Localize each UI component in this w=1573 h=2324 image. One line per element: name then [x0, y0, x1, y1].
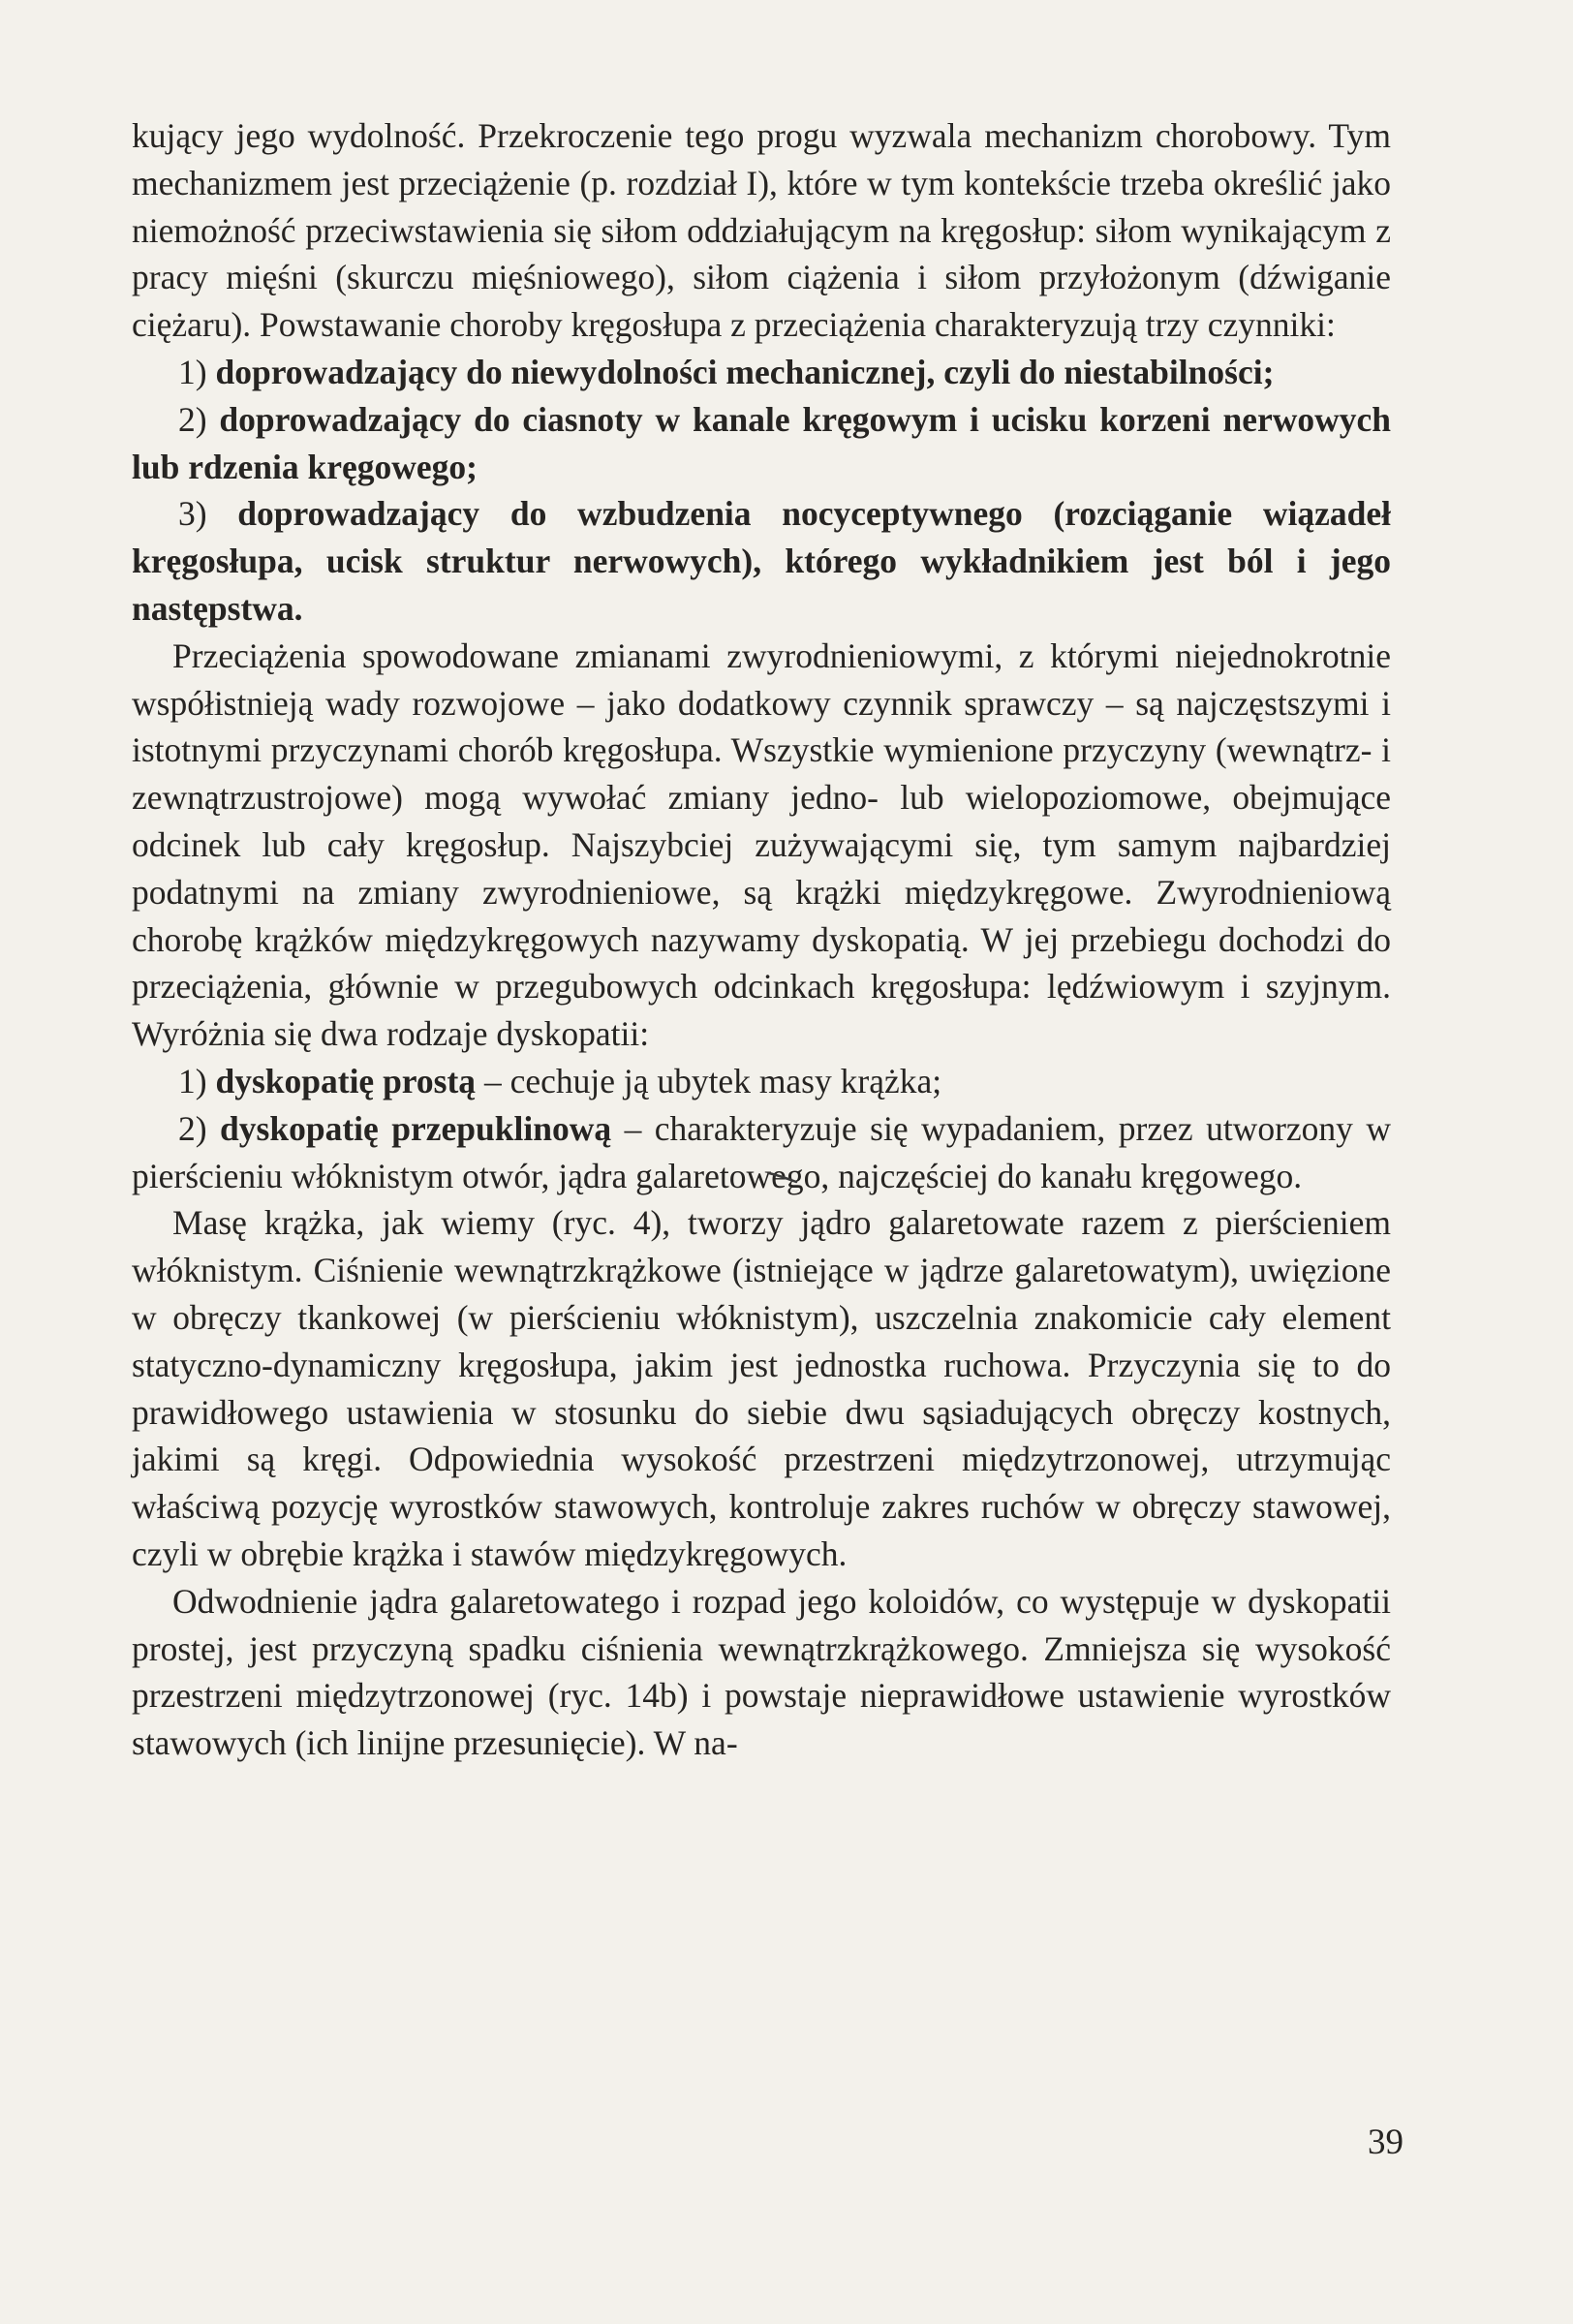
pen-mark: [767, 1170, 800, 1184]
text-run: 2): [178, 1108, 221, 1148]
list-item: [132, 349, 1391, 396]
text-run: 1): [178, 1061, 216, 1100]
text-run: kujący jego wydolność. Przekroczenie tego progu wyzwala mechanizm chorobowy. Tym mechanizmem jest przeciążenie (p. rozdział I), które w tym kontekście trzeba określić jako niemożność przeciwstawienia się siłom oddziałującym na kręgosłup: siłom wynikającym z pracy mięśni (skurczu mięśniowego), siłom ciążenia i siłom przyłożonym (dźwiganie ciężaru). Powstawanie choroby kręgosłupa z przeciążenia charakteryzują trzy czynniki:: [132, 116, 1391, 345]
text-run: – charakteryzuje się wypadaniem, przez utworzony w pierścieniu włóknistym otwór, jądra galaretowego, najczęściej do kanału kręgowego.: [132, 1108, 1392, 1195]
list-item: [132, 1105, 1391, 1200]
paragraph: [132, 1199, 1391, 1577]
list-item: [132, 1058, 1391, 1105]
text-run: Odwodnienie jądra galaretowatego i rozpad jego koloidów, co występuje w dyskopatii prostej, jest przyczyną spadku ciśnienia wewnątrzkrążkowego. Zmniejsza się wysokość przestrzeni międzytrzonowej (ryc. 14b) i powstaje nieprawidłowe ustawienie wyrostków stawowych (ich linijne przesunięcie). W na-: [132, 1581, 1391, 1763]
text-run: 3): [178, 494, 238, 534]
body-text: [132, 112, 1391, 1767]
list-item: [132, 396, 1391, 491]
text-run: 1): [178, 352, 216, 391]
paragraph: [132, 112, 1391, 349]
paragraph: [132, 1578, 1391, 1767]
bold-text: dyskopatię prostą: [215, 1061, 477, 1100]
bold-text: doprowadzający do wzbudzenia nocyceptywnego (rozciąganie wiązadeł kręgosłupa, ucisk struktur nerwowych), którego wykładnikiem jest ból i jego następstwa.: [132, 494, 1391, 628]
list-item: [132, 490, 1391, 632]
text-run: Masę krążka, jak wiemy (ryc. 4), tworzy jądro galaretowate razem z pierścieniem włóknistym. Ciśnienie wewnątrzkrążkowe (istniejące w jądrze galaretowatym), uwięzione w obręczy tkankowej (w pierścieniu włóknistym), uszczelnia znakomicie cały element statyczno-dynamiczny kręgosłupa, jakim jest jednostka ruchowa. Przyczynia się to do prawidłowego ustawienia w stosunku do siebie dwu sąsiadujących obręczy kostnych, jakimi są kręgi. Odpowiednia wysokość przestrzeni międzytrzonowej, utrzymując właściwą pozycję wyrostków stawowych, kontroluje zakres ruchów w obręczy stawowej, czyli w obrębie krążka i stawów międzykręgowych.: [132, 1203, 1391, 1573]
bold-text: dyskopatię przepuklinową: [220, 1108, 612, 1148]
bold-text: doprowadzający do ciasnoty w kanale kręgowym i ucisku korzeni nerwowych lub rdzenia kręgowego;: [132, 399, 1391, 486]
page-number: 39: [1368, 2123, 1403, 2162]
text-run: – cechuje ją ubytek masy krążka;: [476, 1061, 942, 1100]
paragraph: [132, 633, 1391, 1058]
text-run: 2): [178, 399, 220, 439]
text-run: Przeciążenia spowodowane zmianami zwyrodnieniowymi, z którymi niejednokrotnie współistnieją wady rozwojowe – jako dodatkowy czynnik sprawczy – są najczęstszymi i istotnymi przyczynami chorób kręgosłupa. Wszystkie wymienione przyczyny (wewnątrz- i zewnątrzustrojowe) mogą wywołać zmiany jedno- lub wielopoziomowe, obejmujące odcinek lub cały kręgosłup. Najszybciej zużywającymi się, tym samym najbardziej podatnymi na zmiany zwyrodnieniowe, są krążki międzykręgowe. Zwyrodnieniową chorobę krążków międzykręgowych nazywamy dyskopatią. W jej przebiegu dochodzi do przeciążenia, głównie w przegubowych odcinkach kręgosłupa: lędźwiowym i szyjnym. Wyróżnia się dwa rodzaje dyskopatii:: [132, 635, 1391, 1054]
bold-text: doprowadzający do niewydolności mechanicznej, czyli do niestabilności;: [215, 352, 1275, 391]
